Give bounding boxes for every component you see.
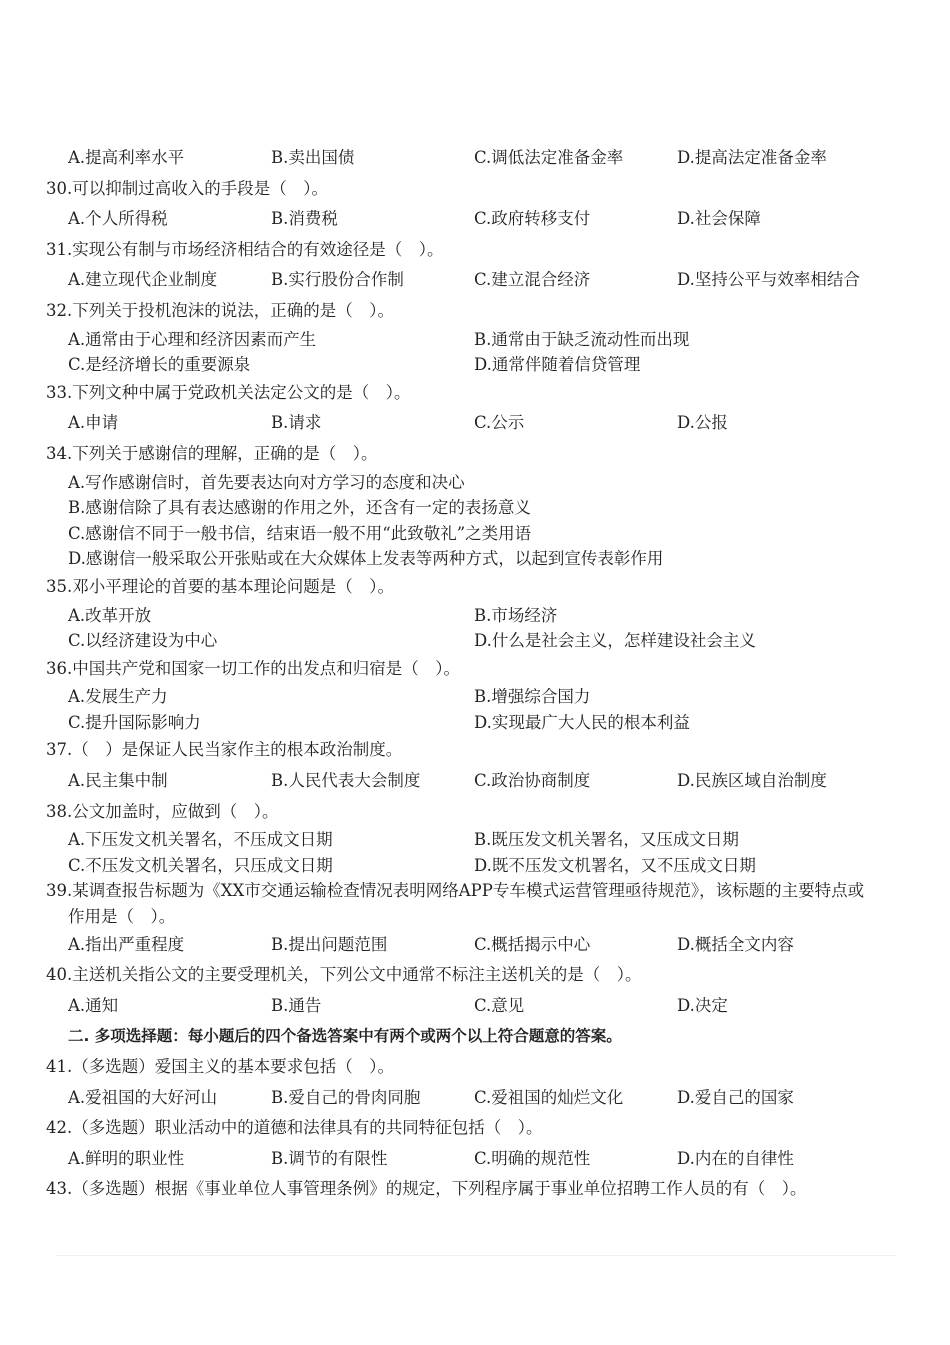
option-d: D.概括全文内容	[677, 934, 794, 954]
option-row	[46, 265, 906, 296]
option-d: D.公报	[677, 413, 728, 433]
option-row	[46, 143, 906, 174]
option-row	[46, 684, 906, 710]
option-b: B.提出问题范围	[271, 934, 388, 954]
option-b: B.卖出国债	[271, 148, 355, 167]
option-row	[46, 603, 906, 629]
option-row	[46, 710, 906, 736]
option-row	[46, 827, 906, 853]
question-41: 41.（多选题）爱国主义的基本要求包括（ ）。	[46, 1057, 394, 1076]
option-a: A.改革开放	[68, 605, 152, 625]
option-c: C.是经济增长的重要源泉	[68, 355, 251, 375]
option-c: C.不压发文机关署名，只压成文日期	[68, 855, 333, 875]
option-c: C.建立混合经济	[474, 270, 591, 290]
page-divider	[56, 1255, 896, 1256]
question-39: 39.某调查报告标题为《XX市交通运输检查情况表明网络APP专车模式运营管理亟待规范》，该标题的主要特点或	[46, 881, 865, 901]
option-b: B.增强综合国力	[474, 687, 591, 707]
option-c: C.调低法定准备金率	[474, 148, 624, 167]
option-d: D.决定	[677, 995, 728, 1015]
option-d: D.通常伴随着信贷管理	[474, 355, 641, 375]
option-row	[46, 991, 906, 1022]
option-b: B.通常由于缺乏流动性而出现	[474, 329, 690, 349]
question-34: 34.下列关于感谢信的理解，正确的是（ ）。	[46, 443, 378, 463]
option-b: B.市场经济	[474, 605, 558, 625]
option-c: C.感谢信不同于一般书信，结束语一般不用“此致敬礼”之类用语	[68, 523, 532, 543]
option-d: D.实现最广大人民的根本利益	[474, 712, 690, 732]
option-d: D.什么是社会主义，怎样建设社会主义	[474, 631, 756, 651]
option-d: D.既不压发文机署名，又不压成文日期	[474, 855, 756, 875]
question-37: 37.（ ）是保证人民当家作主的根本政治制度。	[46, 740, 403, 760]
option-c: C.政治协商制度	[474, 771, 591, 791]
option-row	[46, 204, 906, 235]
option-b: B.感谢信除了具有表达感谢的作用之外，还含有一定的表扬意义	[68, 498, 531, 518]
question-35: 35.邓小平理论的首要的基本理论问题是（ ）。	[46, 576, 394, 596]
option-row	[46, 327, 906, 353]
option-c: C.明确的规范性	[474, 1148, 591, 1168]
option-a: A.写作感谢信时，首先要表达向对方学习的态度和决心	[68, 472, 465, 492]
option-d: D.坚持公平与效率相结合	[677, 270, 860, 290]
option-b: B.请求	[271, 413, 322, 433]
question-39-continued: 作用是（ ）。	[68, 907, 176, 927]
option-a: A.发展生产力	[68, 687, 168, 707]
option-c: C.公示	[474, 413, 525, 433]
option-a: A.爱祖国的大好河山	[68, 1087, 218, 1107]
question-33: 33.下列文种中属于党政机关法定公文的是（ ）。	[46, 382, 411, 402]
option-row	[46, 352, 906, 378]
question-38: 38.公文加盖时，应做到（ ）。	[46, 801, 279, 821]
option-a: A.个人所得税	[68, 209, 168, 229]
option-row	[46, 930, 906, 961]
question-31: 31.实现公有制与市场经济相结合的有效途径是（ ）。	[46, 239, 444, 259]
question-43: 43.（多选题）根据《事业单位人事管理条例》的规定，下列程序属于事业单位招聘工作人员的有（ ）。	[46, 1179, 807, 1199]
option-b: B.调节的有限性	[271, 1148, 388, 1168]
option-b: B.实行股份合作制	[271, 270, 404, 290]
option-a: A.指出严重程度	[68, 934, 185, 954]
option-d: D.民族区域自治制度	[677, 771, 827, 791]
option-d: D.社会保障	[677, 209, 761, 229]
option-a: A.申请	[68, 413, 119, 433]
option-a: A.民主集中制	[68, 771, 168, 791]
option-a: A.通常由于心理和经济因素而产生	[68, 329, 317, 349]
option-c: C.意见	[474, 995, 525, 1015]
option-c: C.政府转移支付	[474, 209, 591, 229]
option-a: A.下压发文机关署名，不压成文日期	[68, 830, 333, 850]
option-a: A.通知	[68, 995, 119, 1015]
option-b: B.爱自己的骨肉同胞	[271, 1087, 421, 1107]
option-row	[46, 1144, 906, 1175]
option-b: B.人民代表大会制度	[271, 771, 421, 791]
question-42: 42.（多选题）职业活动中的道德和法律具有的共同特征包括（ ）。	[46, 1118, 543, 1138]
option-c: C.以经济建设为中心	[68, 631, 218, 651]
option-d: D.内在的自律性	[677, 1148, 794, 1168]
question-40: 40.主送机关指公文的主要受理机关，下列公文中通常不标注主送机关的是（ ）。	[46, 965, 642, 985]
option-a: A.鲜明的职业性	[68, 1148, 185, 1168]
option-a: A.提高利率水平	[68, 148, 185, 167]
section-heading: 二. 多项选择题：每小题后的四个备选答案中有两个或两个以上符合题意的答案。	[68, 1027, 622, 1046]
option-c: C.概括揭示中心	[474, 934, 591, 954]
option-row	[46, 1083, 906, 1114]
option-d: D.感谢信一般采取公开张贴或在大众媒体上发表等两种方式，以起到宣传表彰作用	[68, 549, 664, 569]
question-36: 36.中国共产党和国家一切工作的出发点和归宿是（ ）。	[46, 658, 460, 678]
option-c: C.爱祖国的灿烂文化	[474, 1087, 624, 1107]
option-d: D.提高法定准备金率	[677, 148, 827, 167]
option-a: A.建立现代企业制度	[68, 270, 218, 290]
option-c: C.提升国际影响力	[68, 712, 201, 732]
question-list	[46, 143, 906, 1205]
option-row	[46, 408, 906, 439]
option-row	[46, 853, 906, 879]
option-b: B.消费税	[271, 209, 338, 229]
question-32: 32.下列关于投机泡沫的说法，正确的是（ ）。	[46, 300, 394, 320]
option-row	[46, 628, 906, 654]
option-d: D.爱自己的国家	[677, 1087, 794, 1107]
option-b: B.通告	[271, 995, 322, 1015]
option-row	[46, 766, 906, 797]
question-30: 30.可以抑制过高收入的手段是（ ）。	[46, 178, 328, 198]
option-b: B.既压发文机关署名，又压成文日期	[474, 830, 739, 850]
